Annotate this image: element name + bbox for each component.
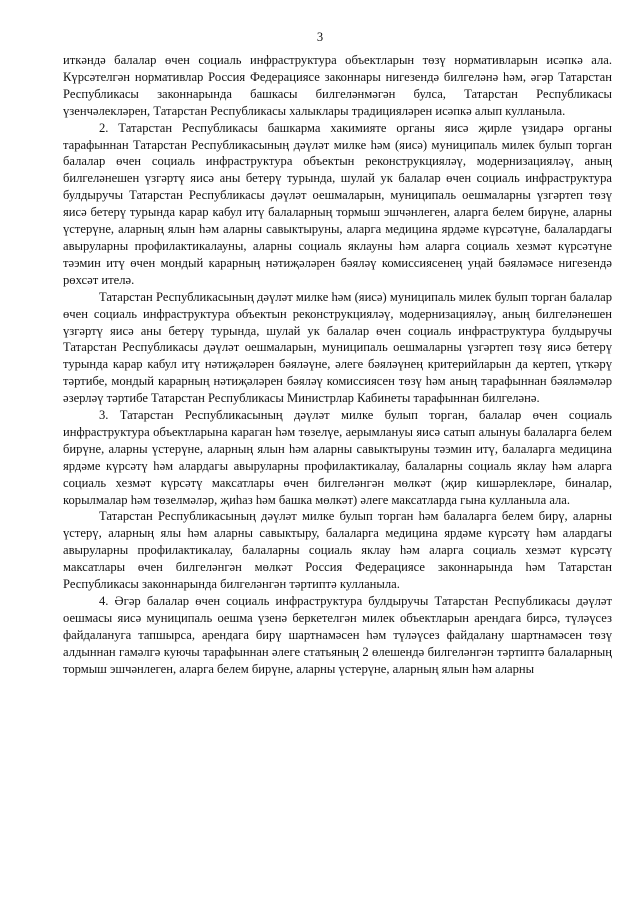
paragraph-clause-3-usage: Татарстан Республикасының дәүләт милке булып торган һәм балаларга белем бирү, аларны үстерү, аларның ялы һәм аларны савыктыру, балаларга медицина ярдәме күрсәтү һәм алардагы авыруларны профилактикалау, балаларны социаль яклау һәм аларга социаль хезмәт күрсәтү максатлары өчен билгеләнгән мөлкәт Россия Федерациясе законнарында һәм Татарстан Республикасы законнарында билгеләнгән тәртиптә кулланыла. (63, 509, 612, 592)
paragraph-clause-4: 4. Әгәр балалар өчен социаль инфраструктура булдыручы Татарстан Республикасы дәүләт оешмасы яисә муниципаль оешма үзенә беркетелгән милек объектларын арендага бирсә, түләүсез файдалануга тапшырса, арендага бирү шартнамәсен һәм түләүсез файдалану шартнамәсен төзү алдыннан гамәлгә куючы тарафыннан әлеге статьяның 2 өлешендә билгеләнгән тәртиптә балаларның тормыш эшчәнлеген, аларга белем бирүне, аларны үстерүне, аларның ялын һәм аларны (63, 594, 612, 676)
paragraph-continuation: иткәндә балалар өчен социаль инфраструктура объектларын төзү нормативларын исәпкә ала. Күрсәтелгән нормативлар Россия Федерациясе законнары нигезендә билгеләнә һәм, әгәр Татарстан Республикасы законнарында башкасы билгеләнмәгән булса, Татарстан Республикасы үзенчәлекләрен, Татарстан Республикасы халыклары традицияләрен исәпкә алып кулланыла. (63, 53, 612, 118)
document-body (63, 52, 612, 678)
paragraph-clause-2: 2. Татарстан Республикасы башкарма хакимияте органы яисә җирле үзидарә органы тарафыннан Татарстан Республикасының дәүләт милке һәм (яисә) муниципаль милек булып торган балалар өчен социаль инфраструктура объектын реконструкцияләү, модернизацияләү, аның билгеләнешен үзгәртү яисә аны бетерү турында, шулай ук балалар өчен социаль инфраструктура булдыручы Татарстан Республикасы дәүләт оешмаларын, муниципаль оешмаларны үзгәртеп төзү яисә бетерү турында карар кабул итү балаларның тормыш эшчәнлеген, аларга белем бирүне, аларны үстерүне, аларның ялын һәм аларны савыктыруны, аларга медицина ярдәме күрсәтүне, балалардагы авыруларны профилактикалауны, аларны социаль яклауны һәм аларга социаль хезмәт күрсәтүне тәэмин итү өчен мондый карарның нәтиҗәләрен бәяләү комиссиясенең уңай бәяләмәсе нигезендә рөхсәт ителә. (63, 120, 612, 287)
paragraph-clause-3: 3. Татарстан Республикасының дәүләт милке булып торган, балалар өчен социаль инфраструктура объектларына караган һәм төзелүе, аерымлануы яисә сатып алынуы балаларга белем бирүне, аларны үстерүне, аларның ялын һәм аларны савыктыруны тәэмин итү, балаларга медицина ярдәме күрсәтү һәм алардагы авыруларны профилактикалау, балаларны социаль яклау һәм аларга социаль хезмәт күрсәтү максатлары өчен билгеләнгән мөлкәт (җир кишәрлекләре, биналар, корылмалар һәм төзелмәләр, җиһаз һәм башка мөлкәт) әлеге максатларда гына кулланыла ала. (63, 408, 612, 507)
paragraph-clause-2-procedure: Татарстан Республикасының дәүләт милке һәм (яисә) муниципаль милек булып торган балалар өчен социаль инфраструктура объектын реконструкцияләү, модернизацияләү, аның билгеләнешен үзгәртү яисә аны бетерү турында, шулай ук балалар өчен социаль инфраструктура булдыручы Татарстан Республикасы дәүләт оешмаларын, муниципаль оешмаларны үзгәртеп төзү яисә бетерү турында карар кабул итү нәтиҗәләрен бәяләүне, әлеге бәяләүнең критерийларын да кертеп, үткәрү тәртибе, мондый карарның нәтиҗәләрен бәяләү комиссиясен төзү һәм аның тарафыннан бәяләмәләр әзерләү тәртибе Татарстан Республикасы Министрлар Кабинеты тарафыннан билгеләнә. (63, 289, 612, 406)
page-number: 3 (316, 30, 324, 44)
